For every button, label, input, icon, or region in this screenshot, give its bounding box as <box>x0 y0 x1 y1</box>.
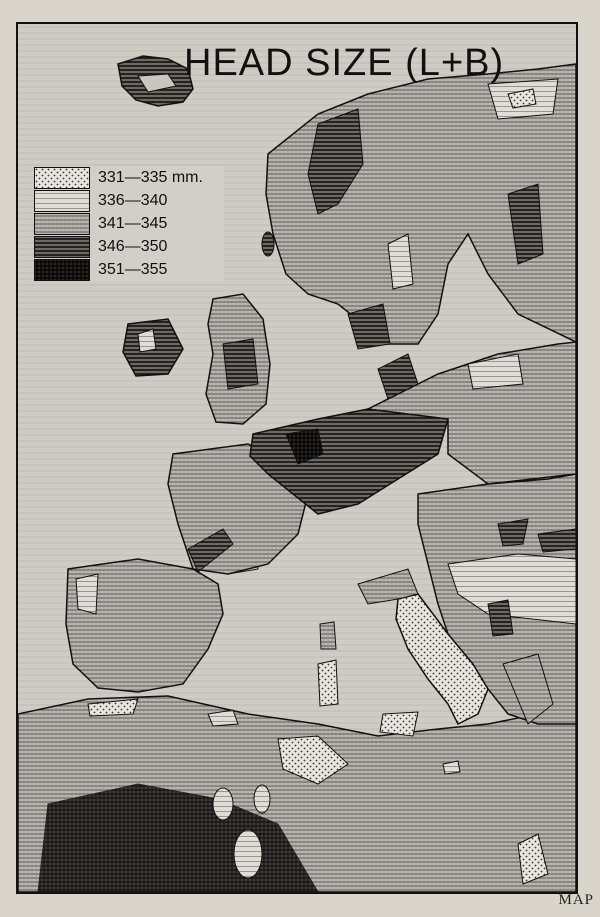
region-england-dark <box>223 339 258 389</box>
legend-label: 341—345 <box>98 214 168 232</box>
region-sardinia <box>318 660 338 706</box>
region-corsica <box>320 622 336 649</box>
island-faroe <box>262 232 274 256</box>
region-balkan-dark-1 <box>488 600 513 636</box>
region-balkan-dark-2 <box>498 519 528 546</box>
oasis-1 <box>213 788 233 820</box>
legend-label: 351—355 <box>98 260 168 278</box>
legend-label: 336—340 <box>98 191 168 209</box>
europe-head-size-map <box>18 24 576 892</box>
legend-swatch-crosshatch <box>34 259 90 281</box>
legend-row <box>34 189 224 212</box>
legend-row <box>34 212 224 235</box>
legend-row <box>34 258 224 281</box>
map-frame <box>16 22 578 894</box>
legend-label: 331—335 mm. <box>98 168 203 186</box>
region-sweden-light <box>388 234 413 289</box>
legend-row <box>34 166 224 189</box>
map-corner-label: MAP <box>558 892 594 908</box>
legend <box>34 166 224 281</box>
oasis-3 <box>234 830 262 878</box>
region-portugal-north <box>76 574 98 614</box>
legend-swatch-medium <box>34 213 90 235</box>
region-sicily <box>380 712 418 736</box>
legend-label: 346—350 <box>98 237 168 255</box>
oasis-2 <box>254 785 270 813</box>
legend-row <box>34 235 224 258</box>
legend-swatch-dark <box>34 236 90 258</box>
legend-swatch-dots <box>34 167 90 189</box>
map-title: HEAD SIZE (L+B) <box>184 42 505 84</box>
legend-swatch-light <box>34 190 90 212</box>
